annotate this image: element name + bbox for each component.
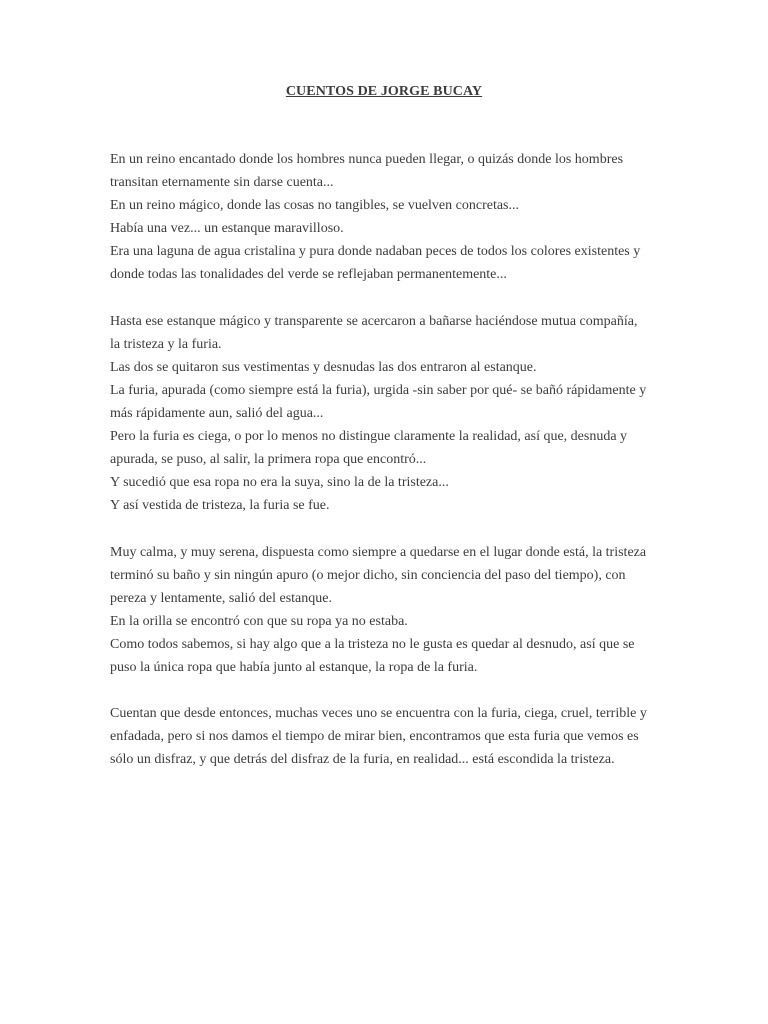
text-line: Hasta ese estanque mágico y transparente se acercaron a bañarse haciéndose mutua compañía, — [110, 313, 638, 329]
paragraph — [110, 541, 662, 680]
text-line: enfadada, pero si nos damos el tiempo de mirar bien, encontramos que esta furia que vemos es — [110, 729, 639, 745]
text-line: más rápidamente aun, salió del agua... — [110, 406, 324, 422]
text-line: transitan eternamente sin darse cuenta... — [110, 175, 334, 191]
text-line: sólo un disfraz, y que detrás del disfraz de la furia, en realidad... está escondida la tristeza. — [110, 752, 615, 768]
text-line: Y así vestida de tristeza, la furia se fue. — [110, 498, 330, 514]
paragraph — [110, 702, 662, 771]
text-line: apurada, se puso, al salir, la primera ropa que encontró... — [110, 452, 427, 468]
text-line: Y sucedió que esa ropa no era la suya, sino la de la tristeza... — [110, 475, 449, 491]
paragraph — [110, 148, 662, 287]
text-line: En la orilla se encontró con que su ropa ya no estaba. — [110, 613, 408, 629]
text-line: Había una vez... un estanque maravilloso. — [110, 221, 344, 237]
text-line: Muy calma, y muy serena, dispuesta como siempre a quedarse en el lugar donde está, la tristeza — [110, 544, 647, 560]
text-line: terminó su baño y sin ningún apuro (o mejor dicho, sin conciencia del paso del tiempo), con — [110, 567, 626, 583]
text-line: Cuentan que desde entonces, muchas veces uno se encuentra con la furia, ciega, cruel, terrible y — [110, 706, 647, 722]
text-line: En un reino mágico, donde las cosas no tangibles, se vuelven concretas... — [110, 198, 519, 214]
text-line: Como todos sabemos, si hay algo que a la tristeza no le gusta es quedar al desnudo, así que se — [110, 636, 635, 652]
document-title: CUENTOS DE JORGE BUCAY — [285, 84, 483, 99]
text-line: Era una laguna de agua cristalina y pura donde nadaban peces de todos los colores existentes y — [110, 244, 641, 260]
text-line: pereza y lentamente, salió del estanque. — [110, 590, 332, 606]
document-body — [110, 148, 662, 795]
text-line: donde todas las tonalidades del verde se reflejaban permanentemente... — [110, 267, 507, 283]
text-line: puso la única ropa que había junto al estanque, la ropa de la furia. — [110, 660, 478, 676]
paragraph — [110, 310, 662, 518]
text-line: Las dos se quitaron sus vestimentas y desnudas las dos entraron al estanque. — [110, 359, 537, 375]
text-line: La furia, apurada (como siempre está la furia), urgida -sin saber por qué- se bañó rápidamente y — [110, 382, 647, 398]
text-line: la tristeza y la furia. — [110, 336, 222, 352]
text-line: En un reino encantado donde los hombres nunca pueden llegar, o quizás donde los hombres — [110, 152, 624, 167]
text-line: Pero la furia es ciega, o por lo menos no distingue claramente la realidad, así que, desnuda y — [110, 429, 628, 445]
